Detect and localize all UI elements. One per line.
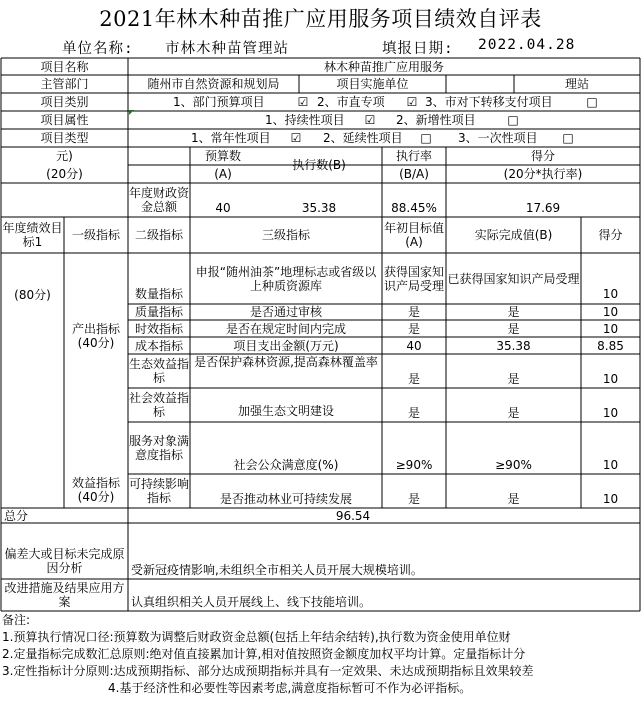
indicator-actual: 已获得国家知识产局受理 <box>447 272 580 286</box>
budget-value: 40 <box>215 201 231 215</box>
indicator-score: 10 <box>602 287 619 301</box>
indicator-score: 8.85 <box>597 338 624 353</box>
authority-label: 主管部门 <box>40 77 89 91</box>
category-option-1: 1、部门预算项目 <box>173 95 265 109</box>
type-label: 项目类型 <box>40 131 89 145</box>
indicator-lvl3: 项目支出金额(万元) <box>233 338 339 353</box>
total-value: 96.54 <box>335 508 371 523</box>
lvl1-header: 一级指标 <box>71 228 120 242</box>
exec-header: 执行数(B) <box>292 158 346 172</box>
indicator-lvl3: 是否推动林业可持续发展 <box>219 492 352 506</box>
indicator-score: 10 <box>602 305 619 319</box>
type-check-2[interactable]: □ <box>420 131 432 145</box>
indicator-lvl2: 时效指标 <box>134 321 183 336</box>
score-header: 得分 <box>530 149 555 163</box>
budget-header-sub: (A) <box>214 167 232 181</box>
project-name-label: 项目名称 <box>40 59 89 74</box>
indicator-target: 是 <box>407 406 420 420</box>
indicator-lvl3: 是否保护森林资源,提高森林覆盖率 <box>194 355 378 369</box>
indicator-actual: 是 <box>507 372 520 386</box>
indicator-target: 是 <box>407 492 420 506</box>
indicator-actual: 是 <box>507 492 520 506</box>
indicator-lvl3: 加强生态文明建设 <box>237 404 334 418</box>
indicator-target: 是 <box>407 305 420 319</box>
unit-label: 单位名称: <box>62 41 134 57</box>
attribute-option-1: 1、持续性项目 <box>265 113 345 127</box>
note-line: 1.预算执行情况口径:预算数为调整后财政资金总额(包括上年结余结转),执行数为资金使用单位财 <box>2 630 511 644</box>
notes-label: 备注: <box>2 613 31 627</box>
indicator-target: 是 <box>407 321 420 336</box>
project-name-value: 林木种苗推广应用服务 <box>323 59 444 74</box>
category-check-2[interactable]: ☑ <box>406 95 418 109</box>
attribute-option-2: 2、新增性项目 <box>396 113 476 127</box>
indicator-lvl3: 是否通过审核 <box>249 305 322 319</box>
indicator-score: 10 <box>602 458 619 472</box>
indicator-actual: 是 <box>507 406 520 420</box>
indicator-lvl3: 社会公众满意度(%) <box>233 458 339 472</box>
impl-unit-value: 理站 <box>564 77 589 91</box>
funds-unit-label: 元) <box>56 149 73 163</box>
attribute-label: 项目属性 <box>40 113 89 127</box>
goal-score: (80分) <box>14 288 51 302</box>
lvl3-header: 三级指标 <box>261 228 310 242</box>
annual-funds-label: 年度财政资金总额 <box>128 186 189 214</box>
category-check-1[interactable]: ☑ <box>297 95 309 109</box>
indicator-score: 10 <box>602 372 619 386</box>
indicator-target: 获得国家知识产局受理 <box>383 264 444 293</box>
type-option-3: 3、一次性项目 <box>458 131 538 145</box>
date-value: 2022.04.28 <box>478 37 576 53</box>
indicator-lvl2: 社会效益指标 <box>128 391 189 419</box>
unit-value: 市林木种苗管理站 <box>165 41 289 57</box>
type-check-3[interactable]: □ <box>562 131 574 145</box>
rate-header: 执行率 <box>395 149 432 163</box>
budget-header: 预算数 <box>204 149 241 163</box>
indicator-target: 40 <box>406 338 422 353</box>
benefit-group-label: 效益指标(40分) <box>71 476 120 504</box>
indicator-target: 是 <box>407 372 420 386</box>
indicator-score: 10 <box>602 406 619 420</box>
category-label: 项目类别 <box>40 95 89 109</box>
category-option-3: 3、市对下转移支付项目 <box>425 95 553 109</box>
indicator-score: 10 <box>602 492 619 506</box>
note-line: 3.定性指标计分原则:达成预期指标、部分达成预期指标并具有一定效果、未达成预期指标且效果较差 <box>2 664 534 678</box>
rate-value: 88.45% <box>391 201 437 215</box>
improve-value: 认真组织相关人员开展线上、线下技能培训。 <box>131 595 372 609</box>
page-title: 2021年林木种苗推广应用服务项目绩效自评表 <box>99 7 542 31</box>
deviation-label: 偏差大或目标未完成原因分析 <box>4 547 125 575</box>
indicator-actual: 是 <box>507 305 520 319</box>
total-label: 总分 <box>4 508 29 523</box>
indicator-lvl2: 生态效益指标 <box>128 357 189 385</box>
attribute-check-2[interactable]: □ <box>507 113 519 127</box>
authority-value: 随州市自然资源和规划局 <box>147 77 280 91</box>
indicator-lvl2: 成本指标 <box>134 338 183 353</box>
goal-header: 年度绩效目标1 <box>2 221 63 249</box>
score-col-header: 得分 <box>598 228 623 242</box>
indicator-actual: 35.38 <box>496 338 531 353</box>
type-option-1: 1、常年性项目 <box>191 131 271 145</box>
note-line: 4.基于经济性和必要性等因素考虑,满意度指标暂可不作为必评指标。 <box>108 681 472 695</box>
category-option-2: 2、市直专项 <box>317 95 385 109</box>
indicator-lvl2: 数量指标 <box>134 287 183 301</box>
actual-header: 实际完成值(B) <box>474 228 553 242</box>
rate-header-sub: (B/A) <box>399 167 429 181</box>
indicator-actual: ≥90% <box>495 458 532 472</box>
type-option-2: 2、延续性项目 <box>323 131 403 145</box>
category-check-3[interactable]: □ <box>586 95 598 109</box>
note-line: 2.定量指标完成数汇总原则:绝对值直接累加计算,相对值按照资金额度加权平均计算。定量指标计分 <box>2 647 526 661</box>
indicator-lvl3: 申报“随州油茶”地理标志或省级以上种质资源库 <box>195 265 377 293</box>
indicator-lvl2: 可持续影响指标 <box>128 477 189 505</box>
indicator-target: ≥90% <box>395 458 433 472</box>
indicator-actual: 是 <box>507 321 520 336</box>
lvl2-header: 二级指标 <box>134 228 183 242</box>
score-value: 17.69 <box>525 201 561 215</box>
exec-value: 35.38 <box>301 201 337 215</box>
attribute-check-1[interactable]: ☑ <box>364 113 376 127</box>
indicator-lvl2: 服务对象满意度指标 <box>128 434 189 462</box>
indicator-lvl2: 质量指标 <box>134 305 183 319</box>
target-header: 年初目标值(A) <box>383 221 444 249</box>
output-group-label: 产出指标(40分) <box>71 322 120 350</box>
score-header-sub: (20分*执行率) <box>503 167 583 181</box>
type-check-1[interactable]: ☑ <box>290 131 302 145</box>
cell-marker <box>129 110 134 115</box>
impl-unit-label: 项目实施单位 <box>336 77 409 91</box>
indicator-score: 10 <box>602 321 619 336</box>
date-label: 填报日期: <box>382 41 454 57</box>
deviation-value: 受新冠疫情影响,未组织全市相关人员开展大规模培训。 <box>131 563 423 577</box>
indicator-lvl3: 是否在规定时间内完成 <box>225 321 346 336</box>
funds-score-label: (20分) <box>46 167 83 181</box>
improve-label: 改进措施及结果应用方案 <box>4 581 125 609</box>
